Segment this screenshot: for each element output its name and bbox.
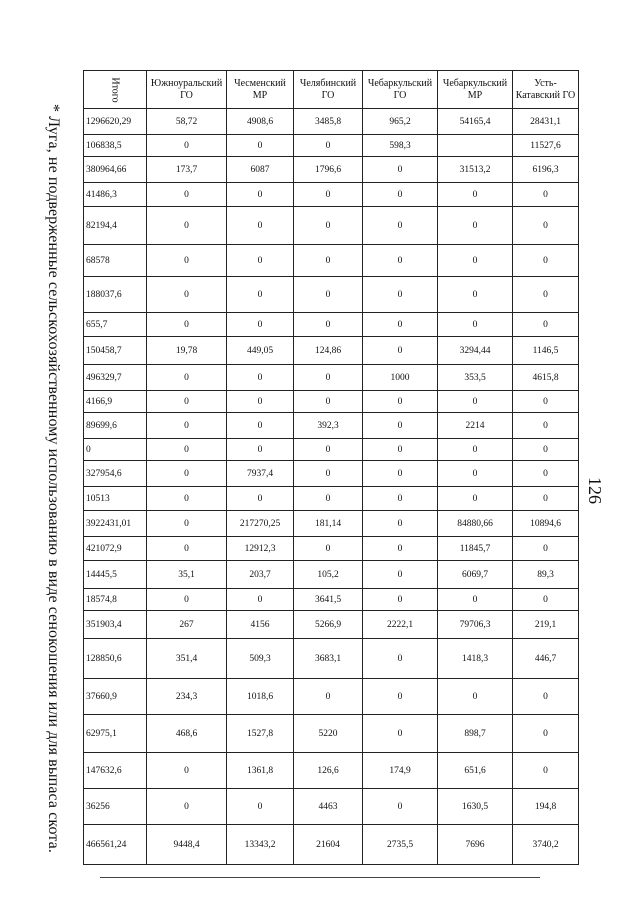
table-row — [84, 715, 579, 753]
table-cell: 0 — [363, 789, 438, 825]
table-cell: 0 — [438, 277, 513, 313]
table-cell: 6196,3 — [513, 157, 579, 183]
table-cell: 0 — [363, 391, 438, 413]
table-cell: 4156 — [227, 611, 294, 639]
table-cell: 3641,5 — [294, 589, 363, 611]
table-cell: 89,3 — [513, 561, 579, 589]
table-cell: 0 — [438, 679, 513, 715]
table-cell: 0 — [438, 207, 513, 245]
table-cell: 0 — [294, 135, 363, 157]
table-cell: 62975,1 — [84, 715, 147, 753]
table-cell: 351903,4 — [84, 611, 147, 639]
header-cell: Чесменский МР — [227, 71, 294, 109]
table-cell: 234,3 — [147, 679, 227, 715]
table-cell: 1146,5 — [513, 337, 579, 365]
table-cell: 7937,4 — [227, 461, 294, 487]
table-cell: 380964,66 — [84, 157, 147, 183]
table-cell: 128850,6 — [84, 639, 147, 679]
table-cell: 7696 — [438, 825, 513, 865]
table-cell: 0 — [294, 365, 363, 391]
table-cell: 0 — [147, 183, 227, 207]
table-cell: 37660,9 — [84, 679, 147, 715]
table-cell: 174,9 — [363, 753, 438, 789]
table-cell: 0 — [294, 391, 363, 413]
table-row — [84, 313, 579, 337]
table-row — [84, 561, 579, 589]
bottom-rule — [100, 877, 540, 878]
table-cell: 35,1 — [147, 561, 227, 589]
table-cell: 468,6 — [147, 715, 227, 753]
table-row — [84, 135, 579, 157]
table-cell: 0 — [513, 207, 579, 245]
table-cell: 0 — [147, 439, 227, 461]
table-cell: 2735,5 — [363, 825, 438, 865]
table-row — [84, 789, 579, 825]
table-cell: 0 — [513, 439, 579, 461]
table-cell: 598,3 — [363, 135, 438, 157]
header-cell: Челябинский ГО — [294, 71, 363, 109]
table-cell: 0 — [147, 365, 227, 391]
table-cell: 0 — [294, 313, 363, 337]
table-row — [84, 413, 579, 439]
table-cell: 0 — [363, 337, 438, 365]
table-cell: 9448,4 — [147, 825, 227, 865]
table-cell: 0 — [513, 461, 579, 487]
table-row — [84, 157, 579, 183]
table-cell: 6087 — [227, 157, 294, 183]
table-cell: 1418,3 — [438, 639, 513, 679]
table-cell: 0 — [438, 487, 513, 511]
table-cell: 19,78 — [147, 337, 227, 365]
table-cell: 2214 — [438, 413, 513, 439]
table-cell: 203,7 — [227, 561, 294, 589]
table-cell: 0 — [294, 207, 363, 245]
table-cell: 0 — [438, 313, 513, 337]
table-cell: 105,2 — [294, 561, 363, 589]
table-row — [84, 537, 579, 561]
table-cell: 14445,5 — [84, 561, 147, 589]
table-cell: 13343,2 — [227, 825, 294, 865]
table-cell: 0 — [513, 589, 579, 611]
table-cell: 353,5 — [438, 365, 513, 391]
table-cell: 0 — [147, 461, 227, 487]
table-cell: 0 — [513, 313, 579, 337]
table-header-row — [84, 71, 579, 109]
table-cell: 0 — [147, 789, 227, 825]
table-cell: 150458,7 — [84, 337, 147, 365]
page-number — [574, 470, 614, 510]
table-cell: 31513,2 — [438, 157, 513, 183]
table-cell — [438, 135, 513, 157]
table-cell: 0 — [513, 715, 579, 753]
table-cell: 0 — [438, 461, 513, 487]
table-cell: 496329,7 — [84, 365, 147, 391]
table-cell: 0 — [363, 245, 438, 277]
table-cell: 6069,7 — [438, 561, 513, 589]
table-cell: 466561,24 — [84, 825, 147, 865]
table-cell: 0 — [227, 487, 294, 511]
table-cell: 0 — [147, 135, 227, 157]
table-cell: 4908,6 — [227, 109, 294, 135]
table-cell: 181,14 — [294, 511, 363, 537]
table-cell: 10894,6 — [513, 511, 579, 537]
header-cell: Южноуральский ГО — [147, 71, 227, 109]
table-cell: 147632,6 — [84, 753, 147, 789]
table-cell: 18574,8 — [84, 589, 147, 611]
header-cell: Чебаркульский ГО — [363, 71, 438, 109]
table-cell: 12912,3 — [227, 537, 294, 561]
table-cell: 0 — [438, 391, 513, 413]
table-cell: 0 — [513, 245, 579, 277]
table-cell: 0 — [294, 183, 363, 207]
table-cell: 58,72 — [147, 109, 227, 135]
table-cell: 0 — [438, 439, 513, 461]
table-cell: 509,3 — [227, 639, 294, 679]
table-cell: 0 — [363, 207, 438, 245]
table-cell: 217270,25 — [227, 511, 294, 537]
table-cell: 1630,5 — [438, 789, 513, 825]
table-cell: 84880,66 — [438, 511, 513, 537]
table-cell: 0 — [294, 277, 363, 313]
table-cell: 0 — [147, 537, 227, 561]
table-cell: 0 — [513, 753, 579, 789]
table-cell: 68578 — [84, 245, 147, 277]
table-cell: 4166,9 — [84, 391, 147, 413]
table-cell: 0 — [513, 413, 579, 439]
table-cell: 0 — [147, 413, 227, 439]
table-cell: 28431,1 — [513, 109, 579, 135]
table-cell: 0 — [513, 537, 579, 561]
table-row — [84, 611, 579, 639]
table-cell: 446,7 — [513, 639, 579, 679]
header-cell: Итого — [84, 71, 147, 109]
table-cell: 392,3 — [294, 413, 363, 439]
table-cell: 0 — [363, 313, 438, 337]
table-cell: 0 — [294, 679, 363, 715]
table-cell: 21604 — [294, 825, 363, 865]
table-cell: 0 — [363, 679, 438, 715]
table-cell: 10513 — [84, 487, 147, 511]
table-cell: 3683,1 — [294, 639, 363, 679]
table-cell: 965,2 — [363, 109, 438, 135]
table-cell: 1018,6 — [227, 679, 294, 715]
table-cell: 0 — [294, 487, 363, 511]
table-cell: 0 — [294, 439, 363, 461]
table-cell: 0 — [363, 157, 438, 183]
table-cell: 421072,9 — [84, 537, 147, 561]
table-cell: 351,4 — [147, 639, 227, 679]
table-cell: 0 — [147, 245, 227, 277]
table-cell: 0 — [147, 753, 227, 789]
page-number-text: 126 — [584, 476, 605, 504]
table-cell: 0 — [513, 277, 579, 313]
table-cell: 82194,4 — [84, 207, 147, 245]
table-cell: 89699,6 — [84, 413, 147, 439]
table-cell: 0 — [438, 245, 513, 277]
table-cell: 0 — [227, 183, 294, 207]
footnote — [22, 104, 62, 853]
table-row — [84, 391, 579, 413]
table-cell: 0 — [513, 679, 579, 715]
table-cell: 0 — [227, 789, 294, 825]
table-row — [84, 589, 579, 611]
table-cell: 0 — [227, 277, 294, 313]
table-cell: 0 — [147, 589, 227, 611]
table-cell: 0 — [363, 639, 438, 679]
table-cell: 0 — [363, 413, 438, 439]
table-cell: 194,8 — [513, 789, 579, 825]
table-cell: 0 — [147, 511, 227, 537]
table-cell: 0 — [363, 589, 438, 611]
table-cell: 0 — [227, 439, 294, 461]
table-cell: 0 — [438, 183, 513, 207]
data-table — [83, 70, 579, 865]
table-row — [84, 337, 579, 365]
table-cell: 4463 — [294, 789, 363, 825]
table-cell: 126,6 — [294, 753, 363, 789]
table-cell: 655,7 — [84, 313, 147, 337]
header-cell: Чебаркульский МР — [438, 71, 513, 109]
table-row — [84, 245, 579, 277]
table-cell: 651,6 — [438, 753, 513, 789]
table-row — [84, 439, 579, 461]
table-cell: 0 — [363, 277, 438, 313]
table-cell: 0 — [438, 589, 513, 611]
footnote-text: * Луга, не подверженные сельскохозяйственному использованию в виде сенокошения или для выпаса скота. — [45, 104, 62, 853]
table-cell: 0 — [227, 413, 294, 439]
table-row — [84, 639, 579, 679]
table-cell: 54165,4 — [438, 109, 513, 135]
table-row — [84, 679, 579, 715]
table-cell: 3740,2 — [513, 825, 579, 865]
table-cell: 219,1 — [513, 611, 579, 639]
table-cell: 0 — [363, 561, 438, 589]
table-cell: 898,7 — [438, 715, 513, 753]
table-cell: 106838,5 — [84, 135, 147, 157]
table-cell: 173,7 — [147, 157, 227, 183]
table-cell: 0 — [363, 183, 438, 207]
table-cell: 1527,8 — [227, 715, 294, 753]
table-cell: 0 — [147, 207, 227, 245]
table-cell: 5220 — [294, 715, 363, 753]
table-cell: 0 — [227, 391, 294, 413]
table-cell: 1296620,29 — [84, 109, 147, 135]
table-row — [84, 183, 579, 207]
header-cell: Усть-Катавский ГО — [513, 71, 579, 109]
table-cell: 5266,9 — [294, 611, 363, 639]
table-cell: 188037,6 — [84, 277, 147, 313]
table-cell: 1361,8 — [227, 753, 294, 789]
table-cell: 4615,8 — [513, 365, 579, 391]
table-cell: 0 — [294, 245, 363, 277]
table-row — [84, 825, 579, 865]
table-cell: 0 — [294, 461, 363, 487]
table-row — [84, 109, 579, 135]
table-cell: 0 — [363, 487, 438, 511]
table-row — [84, 753, 579, 789]
table-cell: 124,86 — [294, 337, 363, 365]
table-cell: 0 — [227, 313, 294, 337]
table-cell: 0 — [513, 391, 579, 413]
table-cell: 0 — [227, 589, 294, 611]
table-row — [84, 461, 579, 487]
table-cell: 327954,6 — [84, 461, 147, 487]
table-cell: 0 — [363, 439, 438, 461]
table-cell: 0 — [147, 313, 227, 337]
table-row — [84, 207, 579, 245]
table-cell: 79706,3 — [438, 611, 513, 639]
table-cell: 0 — [363, 511, 438, 537]
table-cell: 0 — [363, 461, 438, 487]
table-cell: 1000 — [363, 365, 438, 391]
table-cell: 0 — [513, 487, 579, 511]
table-cell: 1796,6 — [294, 157, 363, 183]
table-row — [84, 487, 579, 511]
table-cell: 0 — [513, 183, 579, 207]
table-cell: 36256 — [84, 789, 147, 825]
table-row — [84, 277, 579, 313]
table-row — [84, 511, 579, 537]
table-cell: 267 — [147, 611, 227, 639]
table-cell: 3922431,01 — [84, 511, 147, 537]
table-cell: 449,05 — [227, 337, 294, 365]
table-cell: 11845,7 — [438, 537, 513, 561]
table-cell: 0 — [227, 365, 294, 391]
table-cell: 11527,6 — [513, 135, 579, 157]
table-cell: 0 — [147, 487, 227, 511]
table-cell: 0 — [147, 391, 227, 413]
table-cell: 2222,1 — [363, 611, 438, 639]
table-cell: 0 — [363, 715, 438, 753]
table-cell: 0 — [227, 245, 294, 277]
table-cell: 3294,44 — [438, 337, 513, 365]
table-cell: 0 — [227, 207, 294, 245]
table-cell: 0 — [147, 277, 227, 313]
table-cell: 0 — [84, 439, 147, 461]
table-row — [84, 365, 579, 391]
table-cell: 0 — [227, 135, 294, 157]
table-cell: 41486,3 — [84, 183, 147, 207]
table-cell: 0 — [294, 537, 363, 561]
table-cell: 3485,8 — [294, 109, 363, 135]
table-cell: 0 — [363, 537, 438, 561]
